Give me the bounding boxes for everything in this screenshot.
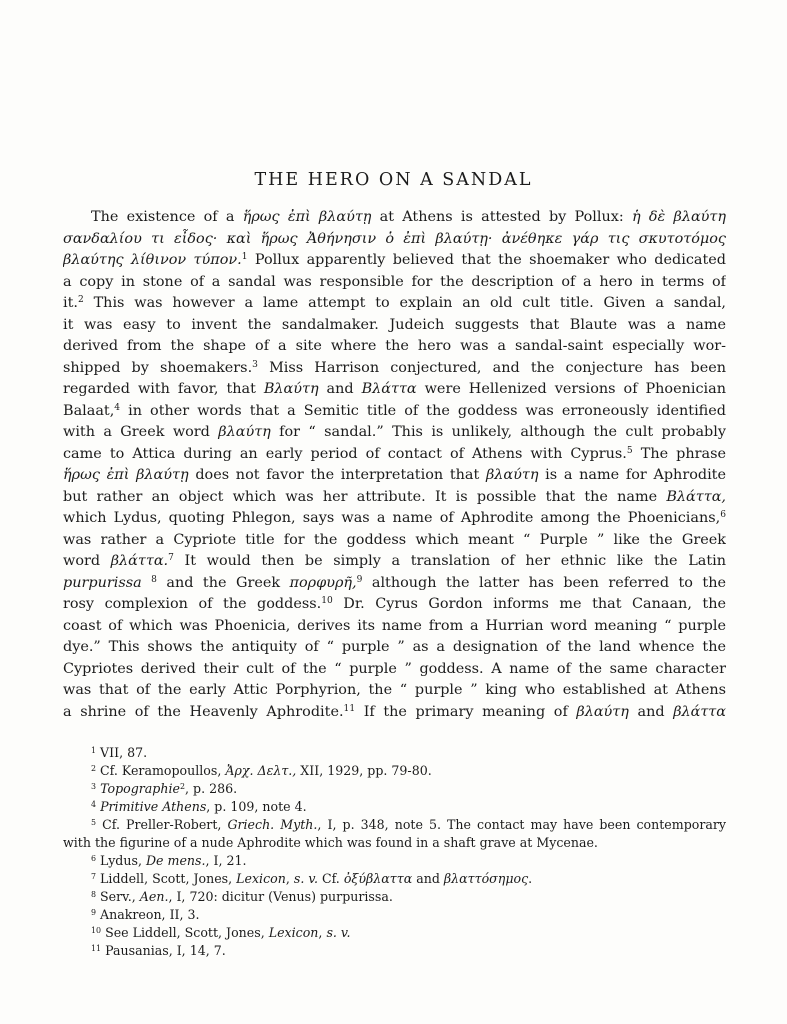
- text-segment: Ἀρχ. Δελτ.,: [225, 763, 297, 778]
- text-segment: were Hellenized versions of Phoenician: [416, 381, 726, 397]
- text-segment: was rather a Cypriote title for the goddess which meant “ Purple ” like the Greek: [63, 531, 726, 548]
- text-segment: πορφυρῆ,: [289, 574, 357, 591]
- text-segment: coast of which was Phoenicia, derives its name from a Hurrian word meaning “ purple: [63, 617, 726, 634]
- text-line: [63, 942, 726, 960]
- text-segment: If the primary meaning of: [355, 703, 577, 720]
- text-segment: ,: [318, 925, 327, 940]
- text-segment: a copy in stone of a sandal was responsible for the description of a hero in terms of: [63, 273, 726, 290]
- text-segment: Lydus,: [96, 853, 146, 868]
- text-segment: This was however a lame attempt to explain an old cult title. Given a sandal,: [83, 295, 726, 311]
- text-segment: Anakreon, II, 3.: [96, 907, 200, 922]
- text-line: [63, 530, 726, 552]
- text-line: [63, 336, 726, 358]
- text-segment: Liddell, Scott, Jones,: [96, 871, 237, 886]
- text-segment: , I, 21.: [205, 853, 247, 868]
- text-segment: ,: [285, 871, 294, 886]
- text-line: [63, 444, 726, 466]
- text-line: [63, 293, 726, 315]
- footnote-marker: 8: [151, 574, 157, 585]
- text-line: [63, 207, 726, 229]
- text-segment: s. v.: [293, 871, 318, 886]
- footnote-marker: 3: [252, 359, 258, 370]
- text-line: [63, 250, 726, 272]
- footnote-marker: 7: [168, 553, 174, 564]
- text-segment: and: [318, 381, 362, 397]
- footnote-marker: 10: [321, 596, 333, 607]
- footnote-marker: 1: [241, 252, 248, 263]
- text-line: [63, 594, 726, 616]
- text-segment: Lexicon: [268, 925, 319, 940]
- text-segment: ἡ δὲ βλαύτη: [632, 209, 726, 225]
- text-segment: but rather an object which was her attribute. It is possible that the name: [63, 488, 667, 505]
- footnote-marker: 4: [91, 800, 97, 810]
- text-segment: The existence of a: [91, 209, 243, 225]
- text-line: [63, 379, 726, 401]
- text-segment: , p. 286.: [185, 781, 238, 796]
- text-line: [63, 924, 726, 942]
- text-segment: Cf. Preller-Robert,: [96, 817, 228, 832]
- text-line: [63, 744, 726, 762]
- text-segment: It would then be simply a translation of her ethnic like the Latin: [173, 553, 726, 569]
- text-line: [63, 834, 726, 852]
- text-segment: VII, 87.: [96, 745, 148, 760]
- text-segment: at Athens is attested by Pollux:: [371, 209, 632, 225]
- text-line: [63, 573, 726, 595]
- text-segment: dye.” This shows the antiquity of “ purple ” as a designation of the land whence the: [63, 639, 726, 655]
- text-segment: word: [63, 553, 111, 569]
- footnote-marker: 2: [179, 782, 186, 792]
- text-segment: , I, 720: dicitur (Venus) purpurissa.: [168, 889, 393, 904]
- text-segment: for “ sandal.” This is unlikely, although the cult probably: [270, 424, 726, 440]
- text-segment: Cypriotes derived their cult of the “ purple ” goddess. A name of the same character: [63, 660, 726, 677]
- text-line: [63, 315, 726, 337]
- text-segment: Miss Harrison conjectured, and the conjecture has been: [257, 359, 726, 376]
- text-line: [63, 465, 726, 487]
- text-segment: ἥρως ἐπὶ βλαύτῃ: [63, 467, 189, 483]
- footnote-marker: 2: [91, 764, 97, 774]
- text-segment: Aen.: [139, 889, 169, 904]
- text-segment: and the Greek: [156, 574, 290, 591]
- footnote-marker: 1: [91, 746, 97, 756]
- text-line: [63, 272, 726, 294]
- text-segment: βλαττόσημος: [443, 871, 529, 886]
- text-segment: a shrine of the Heavenly Aphrodite.: [63, 703, 344, 720]
- text-segment: ἥρως ἐπὶ βλαύτῃ: [242, 209, 372, 225]
- text-line: [63, 680, 726, 702]
- text-segment: purpurissa: [63, 574, 142, 591]
- text-line: [63, 870, 726, 888]
- text-line: [63, 659, 726, 681]
- text-segment: See Liddell, Scott, Jones,: [101, 925, 269, 940]
- text-line: [63, 401, 726, 423]
- text-segment: σανδαλίου τι εἶδος· καὶ ἥρως Ἀθήνησιν ὁ ἐπὶ βλαύτῃ· ἀνέθηκε γάρ τις σκυτοτόμος: [63, 230, 726, 247]
- text-segment: Dr. Cyrus Gordon informs me that Canaan, the: [332, 596, 726, 612]
- text-segment: derived from the shape of a site where the hero was a sandal-saint especially wor-: [63, 338, 726, 354]
- text-line: [63, 616, 726, 638]
- footnote-marker: 2: [77, 295, 84, 306]
- text-segment: came to Attica during an early period of contact of Athens with Cyprus.: [63, 445, 627, 462]
- footnote-marker: 6: [720, 510, 726, 521]
- text-segment: Cf.: [317, 871, 344, 886]
- text-segment: in other words that a Semitic title of the goddess was erroneously identified: [120, 402, 726, 419]
- text-segment: .: [528, 871, 533, 886]
- text-segment: regarded with favor, that: [63, 381, 264, 397]
- text-segment: and: [628, 703, 674, 720]
- text-line: [63, 229, 726, 251]
- text-segment: XII, 1929, pp. 79-80.: [296, 763, 432, 778]
- text-segment: [142, 575, 151, 591]
- text-segment: Pausanias, I, 14, 7.: [101, 943, 226, 958]
- text-line: [63, 637, 726, 659]
- text-segment: Βλαύτη: [263, 381, 319, 397]
- footnote-marker: 5: [91, 818, 97, 828]
- text-segment: , p. 109, note 4.: [206, 799, 307, 814]
- text-segment: Cf. Keramopoullos,: [96, 763, 226, 778]
- text-line: [63, 798, 726, 816]
- text-segment: with a Greek word: [63, 424, 219, 440]
- text-line: [63, 508, 726, 530]
- text-segment: Balaat,: [63, 402, 115, 419]
- text-segment: The phrase: [632, 445, 726, 462]
- footnote-marker: 10: [91, 926, 102, 936]
- text-line: [63, 551, 726, 573]
- text-segment: Topographie: [100, 781, 180, 796]
- footnote-marker: 6: [91, 854, 97, 864]
- footnote-marker: 4: [114, 402, 121, 413]
- footnote-marker: 11: [91, 944, 102, 954]
- footnote-marker: 9: [91, 908, 97, 918]
- text-segment: it was easy to invent the sandalmaker. Judeich suggests that Blaute was a name: [63, 316, 726, 333]
- text-line: [63, 906, 726, 924]
- footnote-marker: 7: [91, 872, 97, 882]
- footnote-marker: 5: [626, 445, 633, 456]
- text-segment: is a name for Aphrodite: [538, 467, 726, 483]
- text-segment: Βλάττα,: [666, 488, 726, 505]
- text-segment: which Lydus, quoting Phlegon, says was a name of Aphrodite among the Phoenicians,: [63, 510, 721, 526]
- text-line: [63, 487, 726, 509]
- text-segment: rosy complexion of the goddess.: [63, 596, 322, 612]
- body-text: [63, 207, 726, 723]
- text-segment: Serv.,: [96, 889, 140, 904]
- text-segment: and: [412, 871, 444, 886]
- text-segment: Βλάττα: [361, 381, 417, 397]
- footnote-marker: 11: [343, 703, 356, 714]
- text-segment: , I, p. 348, note 5. The contact may have been contemporary: [317, 817, 726, 832]
- text-line: [63, 702, 726, 724]
- text-segment: ὀξύβλαττα: [343, 871, 413, 886]
- footnote-marker: 8: [91, 890, 97, 900]
- text-segment: with the figurine of a nude Aphrodite which was found in a shaft grave at Mycenae.: [63, 835, 598, 850]
- footnotes: [63, 744, 726, 960]
- text-segment: it.: [63, 295, 78, 311]
- text-line: [63, 816, 726, 834]
- footnote-marker: 9: [356, 574, 363, 585]
- text-segment: although the latter has been referred to the: [362, 574, 726, 591]
- text-line: [63, 852, 726, 870]
- text-segment: shipped by shoemakers.: [63, 359, 253, 376]
- text-line: [63, 422, 726, 444]
- footnote-marker: 3: [91, 782, 97, 792]
- text-segment: Lexicon: [236, 871, 286, 886]
- text-segment: βλάττα: [673, 703, 726, 720]
- text-segment: s. v.: [326, 925, 351, 940]
- text-segment: βλαύτη: [485, 467, 539, 483]
- text-segment: De mens.: [145, 853, 206, 868]
- text-line: [63, 780, 726, 798]
- page-title: THE HERO ON A SANDAL: [254, 170, 533, 190]
- text-segment: was that of the early Attic Porphyrion, the “ purple ” king who established at Athens: [63, 682, 726, 698]
- text-segment: βλαύτη: [576, 703, 629, 720]
- text-segment: Primitive Athens: [100, 799, 207, 814]
- text-line: [63, 888, 726, 906]
- text-line: [63, 358, 726, 380]
- text-segment: Griech. Myth.: [227, 817, 318, 832]
- text-segment: βλάττα.: [110, 553, 169, 569]
- text-segment: βλαύτη: [218, 424, 271, 440]
- text-segment: βλαύτης λίθινον τύπον.: [63, 252, 242, 268]
- text-segment: Pollux apparently believed that the shoemaker who dedicated: [247, 252, 726, 268]
- text-line: [63, 762, 726, 780]
- text-segment: does not favor the interpretation that: [188, 467, 486, 483]
